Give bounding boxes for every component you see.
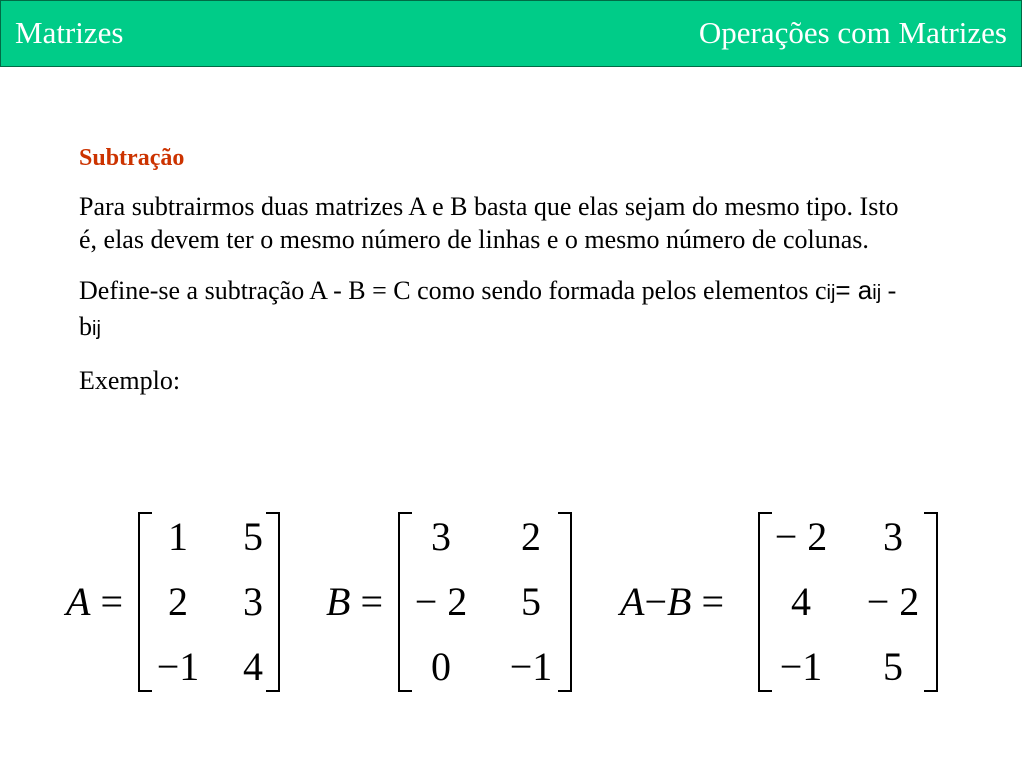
matrix-difference-cell: − 2 [774,514,828,559]
paragraph-definition-subtraction [79,274,901,346]
paragraph-text: Define-se a subtração A - B = C como sendo formada pelos elementos c [79,276,827,305]
matrix-difference-cell: −1 [779,644,823,689]
matrix-difference-cell: 5 [883,644,903,689]
matrix-b-cell: 3 [431,514,451,559]
section-heading: Subtração [79,145,185,171]
matrix-difference-label: A−B = [620,579,724,624]
matrix-a-cell: −1 [156,644,200,689]
matrix-a-cell: 1 [168,514,188,559]
matrix-b-cell: − 2 [414,579,468,624]
paragraph-definition-type: Para subtrairmos duas matrizes A e B basta que elas sejam do mesmo tipo. Isto é, elas devem ter o mesmo número de linhas e o mesmo número de colunas. [79,192,899,254]
header-title-left: Matrizes [15,14,124,50]
matrix-b-label: B = [326,579,383,624]
slide-content [79,145,919,415]
matrix-b-cell: −1 [509,644,553,689]
matrix-a-cell: 3 [243,579,263,624]
matrix-a-cell: 2 [168,579,188,624]
slide-header [0,0,1022,67]
subscript-ij-c: ij [826,282,836,304]
formula-minus-b: - b [79,276,897,341]
matrix-difference-cell: − 2 [866,579,920,624]
matrix-a-cell: 4 [243,644,263,689]
matrix-a-label: A = [66,579,123,624]
example-label: Exemplo: [79,366,181,395]
matrix-difference-cell: 4 [791,579,811,624]
matrix-b-cell: 2 [521,514,541,559]
matrix-b-cell: 0 [431,644,451,689]
header-title-right: Operações com Matrizes [698,14,1007,50]
matrix-b-cell: 5 [521,579,541,624]
formula-equals-a: = a [835,275,873,305]
matrix-a-cell: 5 [243,514,263,559]
matrix-difference-cell: 3 [883,514,903,559]
subscript-ij-a: ij [872,282,882,304]
subscript-ij-b: ij [92,318,101,340]
